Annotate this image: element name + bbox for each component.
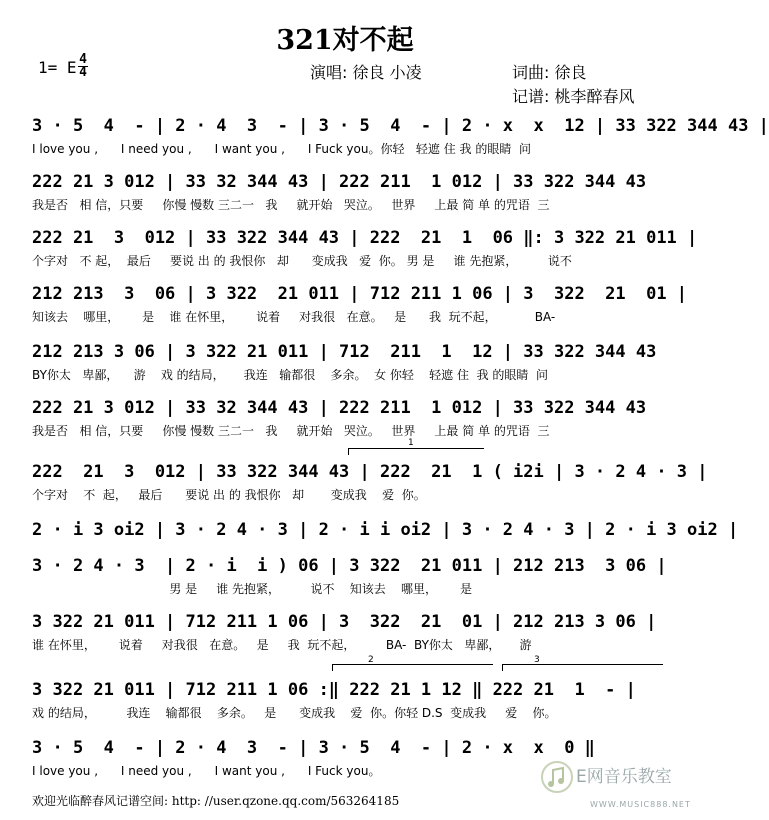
volta-number-1: 1 <box>408 438 414 448</box>
volta-bracket-2 <box>332 664 493 671</box>
lyrics-line: 我是否 相 信，只要 你慢 慢数 三二一 我 就开始 哭泣。 世界 上最 简 单 的咒语 三 <box>32 198 550 212</box>
lyrics-line: 我是否 相 信，只要 你慢 慢数 三二一 我 就开始 哭泣。 世界 上最 简 单 的咒语 三 <box>32 424 550 438</box>
notation-line: 222 21 3 012 | 33 32 344 43 | 222 211 1 012 | 33 322 344 43 <box>32 398 647 418</box>
notation-line: 212 213 3 06 | 3 322 21 011 | 712 211 1 06 | 3 322 21 01 | <box>32 284 688 304</box>
time-signature-top: 4 <box>79 52 87 67</box>
volta-number-3: 3 <box>534 655 540 665</box>
lyricist-credit: 词曲: 徐良 <box>512 63 587 82</box>
lyrics-line: I love you , I need you , I want you , I Fuck you。你轻 轻遮 住 我 的眼睛 问 <box>32 142 531 156</box>
volta-number-2: 2 <box>368 655 374 665</box>
lyrics-line: 谁 在怀里， 说着 对我很 在意。 是 我 玩不起， BA- BY你太 卑鄙， 游 <box>32 638 532 652</box>
notation-line: 222 21 3 012 | 33 322 344 43 | 222 21 1 ( i2i | 3 · 2 4 · 3 | <box>32 462 708 482</box>
volta-bracket-3 <box>502 664 663 671</box>
lyrics-line: 个字对 不 起， 最后 要说 出 的 我恨你 却 变成我 爱 你。 男 是 谁 先抱紧， 说不 <box>32 254 572 268</box>
footer-credit: 欢迎光临醉春风记谱空间: http: //user.qzone.qq.com/563264185 <box>32 794 400 808</box>
song-title: 321对不起 <box>276 25 414 56</box>
transcriber-credit: 记谱: 桃李醉春风 <box>512 87 635 106</box>
lyrics-line: BY你太 卑鄙， 游 戏 的结局， 我连 输都很 多余。 女 你轻 轻遮 住 我 的眼睛 问 <box>32 368 549 382</box>
lyrics-line: 个字对 不 起， 最后 要说 出 的 我恨你 却 变成我 爱 你。 <box>32 488 426 502</box>
volta-bracket-1 <box>348 448 484 455</box>
lyrics-line: 戏 的结局， 我连 输都很 多余。 是 变成我 爱 你。你轻 D.S 变成我 爱 你。 <box>32 706 557 720</box>
notation-line: 222 21 3 012 | 33 322 344 43 | 222 21 1 06 ‖: 3 322 21 011 | <box>32 228 698 248</box>
notation-line: 212 213 3 06 | 3 322 21 011 | 712 211 1 12 | 33 322 344 43 <box>32 342 657 362</box>
site-logo <box>536 758 691 809</box>
notation-line: 3 322 21 011 | 712 211 1 06 :‖ 222 21 1 12 ‖ 222 21 1 - | <box>32 680 636 700</box>
notation-line: 3 322 21 011 | 712 211 1 06 | 3 322 21 01 | 212 213 3 06 | <box>32 612 657 632</box>
time-signature-bottom: 4 <box>79 65 87 80</box>
notation-line: 3 · 2 4 · 3 | 2 · i i ) 06 | 3 322 21 011 | 212 213 3 06 | <box>32 556 667 576</box>
singers-credit: 演唱: 徐良 小凌 <box>310 63 422 82</box>
notation-line: 2 · i 3 oi2 | 3 · 2 4 · 3 | 2 · i i oi2 | 3 · 2 4 · 3 | 2 · i 3 oi2 | <box>32 520 739 540</box>
music-note-icon <box>540 760 574 794</box>
lyrics-line: 知该去 哪里， 是 谁 在怀里， 说着 对我很 在意。 是 我 玩不起， BA- <box>32 310 556 324</box>
logo-url: WWW.MUSIC888.NET <box>590 800 691 809</box>
lyrics-line: 男 是 谁 先抱紧， 说不 知该去 哪里， 是 <box>32 582 472 596</box>
lyrics-line: I love you , I need you , I want you , I Fuck you。 <box>32 764 381 778</box>
key-signature: 1= E <box>38 58 77 77</box>
logo-text: E网音乐教室 <box>576 767 672 787</box>
notation-line: 222 21 3 012 | 33 32 344 43 | 222 211 1 012 | 33 322 344 43 <box>32 172 647 192</box>
notation-line: 3 · 5 4 - | 2 · 4 3 - | 3 · 5 4 - | 2 · x x 12 | 33 322 344 43 | <box>32 116 769 136</box>
time-signature <box>78 54 88 79</box>
notation-line: 3 · 5 4 - | 2 · 4 3 - | 3 · 5 4 - | 2 · x x 0 ‖ <box>32 738 595 758</box>
